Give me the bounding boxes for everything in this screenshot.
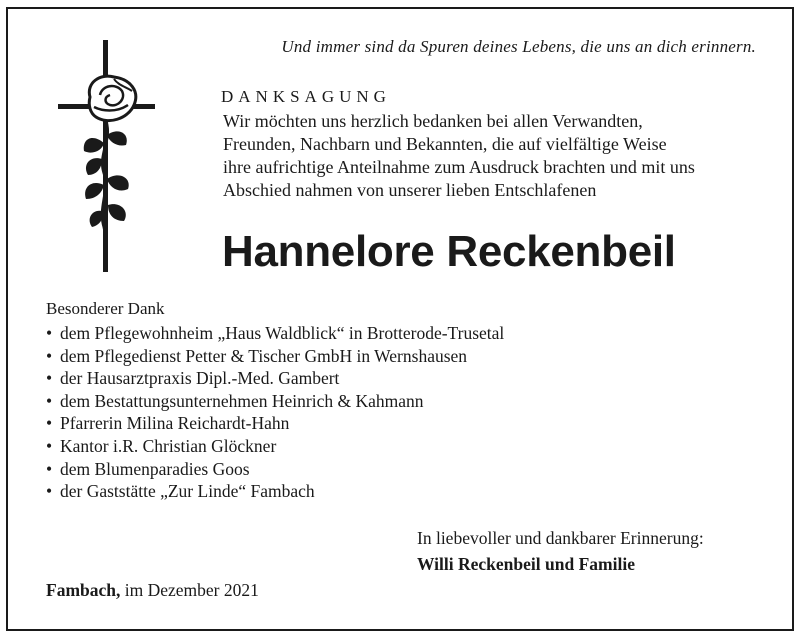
list-item (46, 390, 504, 413)
list-item (46, 345, 504, 368)
special-thanks-label: Besonderer Dank (46, 299, 165, 318)
intro-line: Wir möchten uns herzlich bedanken bei allen Verwandten, (223, 111, 643, 131)
intro-text (223, 110, 763, 202)
closing-line: In liebevoller und dankbarer Erinnerung: (417, 528, 704, 548)
list-item-text: Pfarrerin Milina Reichardt-Hahn (60, 413, 290, 434)
obituary-frame (6, 7, 794, 631)
list-item-text: dem Blumenparadies Goos (60, 458, 250, 479)
list-item (46, 322, 504, 345)
intro-line: Abschied nahmen von unserer lieben Entschlafenen (223, 180, 597, 200)
bullet-icon: • (46, 481, 53, 502)
list-item-text: der Hausarztpraxis Dipl.-Med. Gambert (60, 368, 340, 389)
list-item-text: dem Pflegewohnheim „Haus Waldblick“ in Brotterode-Trusetal (60, 323, 505, 343)
deceased-name: Hannelore Reckenbeil (222, 227, 676, 276)
place-and-date (46, 580, 259, 601)
special-thanks-list (46, 322, 504, 503)
bullet-icon: • (46, 435, 53, 456)
place-date: im Dezember 2021 (124, 580, 259, 600)
list-item-text: dem Pflegedienst Petter & Tischer GmbH in Wernshausen (60, 345, 468, 366)
intro-line: ihre aufrichtige Anteilnahme zum Ausdruck brachten und mit uns (223, 157, 695, 177)
bullet-icon: • (46, 390, 53, 411)
motto: Und immer sind da Spuren deines Lebens, die uns an dich erinnern. (281, 37, 756, 56)
list-item (46, 458, 504, 481)
list-item-text: der Gaststätte „Zur Linde“ Fambach (60, 481, 315, 502)
intro-line: Freunden, Nachbarn und Bekannten, die auf vielfältige Weise (223, 134, 667, 154)
list-item (46, 435, 504, 458)
list-item (46, 480, 504, 503)
heading: DANKSAGUNG (221, 87, 391, 106)
place-town: Fambach, (46, 580, 121, 600)
bullet-icon: • (46, 413, 53, 434)
bullet-icon: • (46, 345, 53, 366)
list-item (46, 412, 504, 435)
list-item (46, 367, 504, 390)
list-item-text: dem Bestattungsunternehmen Heinrich & Kahmann (60, 390, 424, 411)
bullet-icon: • (46, 368, 53, 389)
bullet-icon: • (46, 458, 53, 479)
closing-block (417, 525, 704, 577)
signature: Willi Reckenbeil und Familie (417, 554, 635, 574)
bullet-icon: • (46, 323, 53, 343)
cross-with-rose-icon (52, 35, 164, 275)
list-item-text: Kantor i.R. Christian Glöckner (60, 435, 277, 456)
